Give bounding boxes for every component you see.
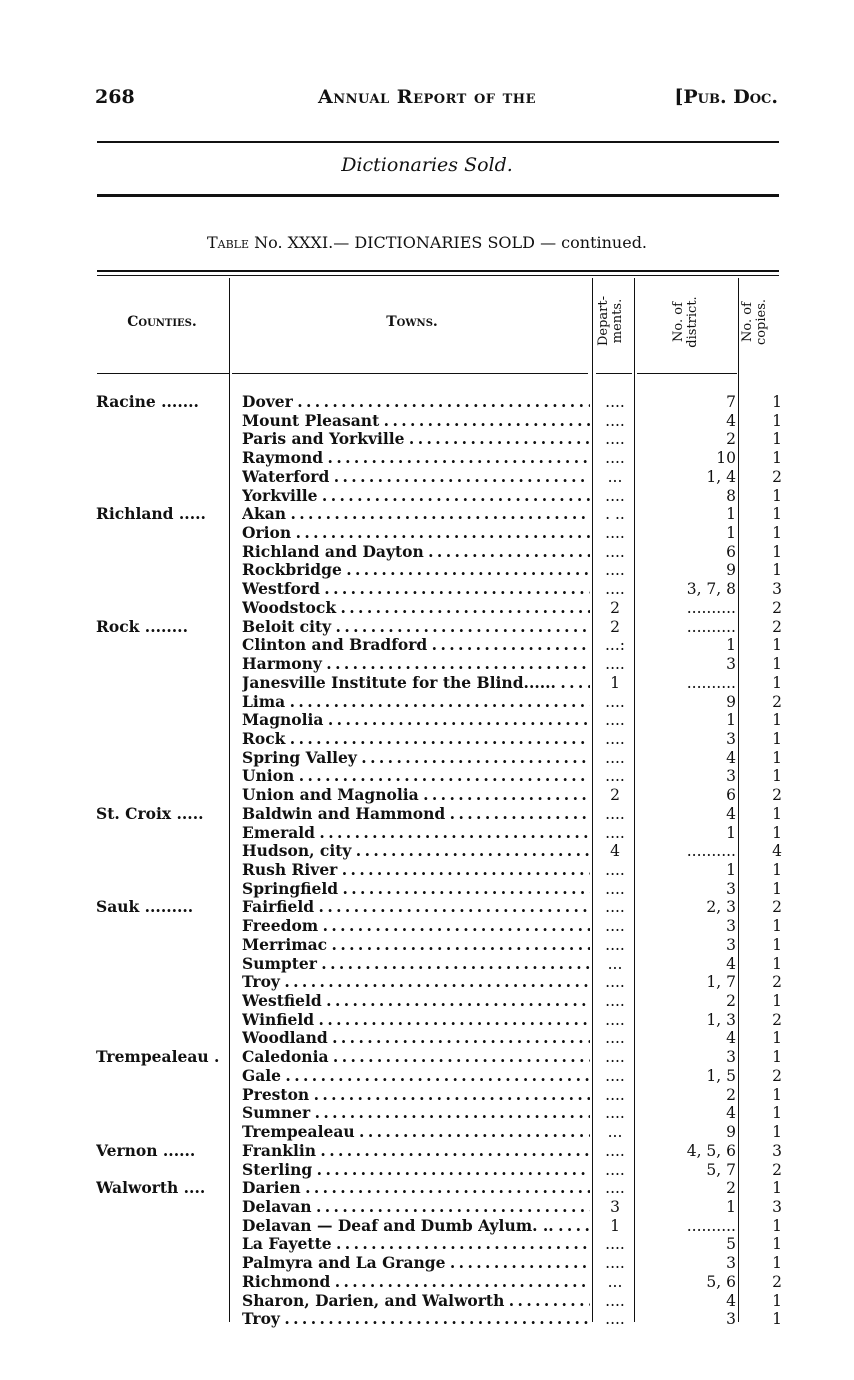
- table-title: [0, 233, 854, 252]
- departments-cell: ...: [607, 1123, 623, 1142]
- table-row: [0, 1254, 854, 1273]
- district-cell: 2: [726, 1085, 736, 1104]
- county-cell: Walworth ....: [96, 1179, 206, 1198]
- copies-cell: 1: [772, 1104, 782, 1123]
- departments-cell: ....: [605, 1179, 625, 1198]
- district-cell: 8: [726, 486, 736, 505]
- copies-cell: 2: [772, 786, 782, 805]
- copies-cell: 1: [772, 430, 782, 449]
- county-cell: Trempealeau .: [96, 1048, 220, 1067]
- county-cell: Vernon ......: [96, 1141, 196, 1160]
- table-row: [0, 805, 854, 824]
- district-cell: 1: [726, 505, 736, 524]
- copies-cell: 1: [772, 935, 782, 954]
- copies-cell: 2: [772, 692, 782, 711]
- copies-cell: 1: [772, 954, 782, 973]
- town-cell: Dover . . .: [242, 393, 590, 412]
- table-row: [0, 992, 854, 1011]
- copies-cell: 3: [772, 1141, 782, 1160]
- table-row: [0, 543, 854, 562]
- town-cell: Waterford . . .: [242, 468, 590, 487]
- table-row: [0, 1179, 854, 1198]
- column-header-towns: Towns.: [386, 314, 438, 330]
- district-cell: 3: [726, 729, 736, 748]
- town-cell: Spring Valley . . .: [242, 749, 590, 768]
- table-row: [0, 430, 854, 449]
- departments-cell: ....: [605, 917, 625, 936]
- district-cell: 5, 7: [706, 1160, 736, 1179]
- district-cell: 6: [726, 786, 736, 805]
- district-cell: 4: [726, 954, 736, 973]
- table-row: [0, 636, 854, 655]
- district-cell: 5, 6: [706, 1272, 736, 1291]
- town-cell: Richmond . . .: [242, 1273, 590, 1292]
- town-cell: Mount Pleasant . . .: [242, 412, 590, 431]
- departments-cell: ....: [605, 542, 625, 561]
- copies-cell: 2: [772, 1066, 782, 1085]
- table-row: [0, 1067, 854, 1086]
- county-cell: St. Croix .....: [96, 804, 204, 823]
- copies-cell: 1: [772, 729, 782, 748]
- district-cell: 1, 4: [706, 467, 736, 486]
- copies-cell: 1: [772, 804, 782, 823]
- table-row: [0, 749, 854, 768]
- departments-cell: ....: [605, 1048, 625, 1067]
- table-row: [0, 824, 854, 843]
- copies-cell: 1: [772, 486, 782, 505]
- district-cell: 4: [726, 1291, 736, 1310]
- copies-cell: 3: [772, 1197, 782, 1216]
- town-cell: Woodstock . . .: [242, 599, 590, 618]
- copies-cell: 1: [772, 1048, 782, 1067]
- district-cell: 6: [726, 542, 736, 561]
- table-row: [0, 711, 854, 730]
- district-cell: 1: [726, 823, 736, 842]
- table-row: [0, 1011, 854, 1030]
- table-row: [0, 524, 854, 543]
- district-cell: 4, 5, 6: [686, 1141, 736, 1160]
- copies-cell: 1: [772, 861, 782, 879]
- page-number: 268: [95, 86, 135, 108]
- departments-cell: ....: [605, 748, 625, 767]
- copies-cell: 1: [772, 655, 782, 674]
- table-row: [0, 955, 854, 974]
- departments-cell: ...: [607, 467, 623, 486]
- town-cell: Harmony . . .: [242, 655, 590, 674]
- district-cell: 3: [726, 917, 736, 936]
- departments-cell: ....: [605, 1085, 625, 1104]
- table-row: [0, 1235, 854, 1254]
- town-cell: Troy . . .: [242, 973, 590, 992]
- departments-cell: ...:: [604, 636, 625, 655]
- district-cell: 9: [726, 561, 736, 580]
- town-cell: Baldwin and Hammond . . .: [242, 805, 590, 824]
- departments-cell: ....: [605, 1066, 625, 1085]
- district-cell: 1: [726, 636, 736, 655]
- departments-cell: ....: [605, 411, 625, 430]
- town-cell: Paris and Yorkville . . .: [242, 430, 590, 449]
- copies-cell: 1: [772, 711, 782, 730]
- table-row: [0, 580, 854, 599]
- district-cell: 2: [726, 992, 736, 1011]
- district-cell: 3: [726, 655, 736, 674]
- copies-cell: 1: [772, 393, 782, 411]
- table-row: [0, 468, 854, 487]
- town-cell: Merrimac . . .: [242, 936, 590, 955]
- departments-cell: ....: [605, 861, 625, 879]
- table-row: [0, 1161, 854, 1180]
- district-cell: 2, 3: [706, 898, 736, 917]
- departments-cell: ....: [605, 1104, 625, 1123]
- table-title-text: No. XXXI.— DICTIONARIES SOLD — continued.: [254, 233, 648, 252]
- departments-cell: ....: [605, 1235, 625, 1254]
- departments-cell: . ..: [605, 505, 625, 524]
- town-cell: Franklin . . .: [242, 1142, 590, 1161]
- town-cell: Sharon, Darien, and Walworth . . .: [242, 1292, 590, 1311]
- copies-cell: 2: [772, 973, 782, 992]
- header-bottom-rule-counties: [97, 373, 229, 374]
- county-cell: Racine .......: [96, 393, 199, 411]
- table-row: [0, 973, 854, 992]
- departments-cell: ....: [605, 393, 625, 411]
- district-cell: ..........: [686, 673, 736, 692]
- copies-cell: 2: [772, 467, 782, 486]
- departments-cell: ....: [605, 524, 625, 543]
- district-cell: 1: [726, 711, 736, 730]
- copies-cell: 4: [772, 842, 782, 861]
- town-cell: Woodland . . .: [242, 1029, 590, 1048]
- town-cell: Lima . . .: [242, 693, 590, 712]
- table-row: [0, 1310, 854, 1329]
- table-top-rule: [97, 270, 779, 272]
- departments-cell: ....: [605, 973, 625, 992]
- district-cell: 10: [716, 449, 736, 468]
- town-cell: Raymond . . .: [242, 449, 590, 468]
- district-cell: 2: [726, 1179, 736, 1198]
- town-cell: Union . . .: [242, 767, 590, 786]
- departments-cell: ....: [605, 1141, 625, 1160]
- town-cell: Freedom . . .: [242, 917, 590, 936]
- copies-cell: 1: [772, 636, 782, 655]
- copies-cell: 1: [772, 561, 782, 580]
- table-row: [0, 1029, 854, 1048]
- town-cell: Union and Magnolia . . .: [242, 786, 590, 805]
- departments-cell: ....: [605, 449, 625, 468]
- copies-cell: 1: [772, 1029, 782, 1048]
- town-cell: Caledonia . . .: [242, 1048, 590, 1067]
- district-cell: 1: [726, 861, 736, 879]
- town-cell: Delavan — Deaf and Dumb Aylum. .. . . .: [242, 1217, 590, 1236]
- copies-cell: 2: [772, 598, 782, 617]
- departments-cell: 2: [610, 598, 620, 617]
- town-cell: Rush River . . .: [242, 861, 590, 880]
- table-row: [0, 1198, 854, 1217]
- district-cell: 4: [726, 411, 736, 430]
- town-cell: Sumner . . .: [242, 1104, 590, 1123]
- county-cell: Richland .....: [96, 505, 206, 524]
- copies-cell: 2: [772, 617, 782, 636]
- town-cell: Sumpter . . .: [242, 955, 590, 974]
- departments-cell: ....: [605, 1310, 625, 1329]
- departments-cell: 2: [610, 786, 620, 805]
- departments-cell: ....: [605, 711, 625, 730]
- copies-cell: 1: [772, 449, 782, 468]
- copies-cell: 1: [772, 673, 782, 692]
- district-cell: 3: [726, 1048, 736, 1067]
- table-row: [0, 1217, 854, 1236]
- copies-cell: 1: [772, 917, 782, 936]
- table-title-prefix: Table: [206, 233, 250, 252]
- copies-cell: 1: [772, 524, 782, 543]
- copies-cell: 1: [772, 879, 782, 898]
- departments-cell: 1: [610, 1216, 620, 1235]
- departments-cell: ....: [605, 561, 625, 580]
- district-cell: 1: [726, 524, 736, 543]
- district-cell: ..........: [686, 842, 736, 861]
- table-row: [0, 1086, 854, 1105]
- departments-cell: ...: [607, 1272, 623, 1291]
- table-row: [0, 599, 854, 618]
- copies-cell: 1: [772, 411, 782, 430]
- table-row: [0, 449, 854, 468]
- town-cell: Richland and Dayton . . .: [242, 543, 590, 562]
- table-row: [0, 1142, 854, 1161]
- town-cell: Gale . . .: [242, 1067, 590, 1086]
- departments-cell: ....: [605, 879, 625, 898]
- copies-cell: 1: [772, 1254, 782, 1273]
- copies-cell: 1: [772, 1085, 782, 1104]
- departments-cell: ....: [605, 898, 625, 917]
- departments-cell: ....: [605, 1254, 625, 1273]
- table-row: [0, 693, 854, 712]
- table-row: [0, 1048, 854, 1067]
- town-cell: Janesville Institute for the Blind...... . . .: [242, 674, 590, 693]
- table-row: [0, 898, 854, 917]
- copies-cell: 2: [772, 898, 782, 917]
- copies-cell: 2: [772, 1010, 782, 1029]
- table-row: [0, 393, 854, 412]
- district-cell: 3: [726, 1254, 736, 1273]
- departments-cell: ....: [605, 655, 625, 674]
- departments-cell: ....: [605, 1029, 625, 1048]
- town-cell: Troy . . .: [242, 1310, 590, 1329]
- header-bottom-rule-towns: [232, 373, 588, 374]
- departments-cell: ...: [607, 954, 623, 973]
- column-header-counties: Counties.: [127, 314, 197, 330]
- section-title: Dictionaries Sold.: [341, 154, 513, 176]
- table-row: [0, 561, 854, 580]
- copies-cell: 1: [772, 1123, 782, 1142]
- town-cell: Westfield . . .: [242, 992, 590, 1011]
- town-cell: Hudson, city . . .: [242, 842, 590, 861]
- departments-cell: ....: [605, 1010, 625, 1029]
- column-header-departments: Depart- ments.: [596, 295, 625, 347]
- district-cell: ..........: [686, 617, 736, 636]
- copies-cell: 1: [772, 1291, 782, 1310]
- town-cell: Yorkville . . .: [242, 487, 590, 506]
- table-top-rule-thin: [97, 275, 779, 276]
- header-bottom-rule-departments: [596, 373, 632, 374]
- table-row: [0, 917, 854, 936]
- departments-cell: ....: [605, 992, 625, 1011]
- town-cell: Clinton and Bradford . . .: [242, 636, 590, 655]
- column-header-copies: No. of copies.: [740, 298, 769, 346]
- district-cell: 3, 7, 8: [686, 580, 736, 599]
- district-cell: 1, 3: [706, 1010, 736, 1029]
- town-cell: Winfield . . .: [242, 1011, 590, 1030]
- departments-cell: 4: [610, 842, 620, 861]
- table-row: [0, 1273, 854, 1292]
- departments-cell: ....: [605, 767, 625, 786]
- copies-cell: 3: [772, 580, 782, 599]
- district-cell: 3: [726, 935, 736, 954]
- district-cell: ..........: [686, 1216, 736, 1235]
- departments-cell: ....: [605, 935, 625, 954]
- copies-cell: 1: [772, 1179, 782, 1198]
- district-cell: 1, 7: [706, 973, 736, 992]
- copies-cell: 1: [772, 505, 782, 524]
- table-row: [0, 618, 854, 637]
- district-cell: 9: [726, 1123, 736, 1142]
- departments-cell: ....: [605, 1291, 625, 1310]
- town-cell: Palmyra and La Grange . . .: [242, 1254, 590, 1273]
- district-cell: 2: [726, 430, 736, 449]
- district-cell: 3: [726, 1310, 736, 1329]
- copies-cell: 1: [772, 542, 782, 561]
- town-cell: Beloit city . . .: [242, 618, 590, 637]
- table-row: [0, 730, 854, 749]
- district-cell: 9: [726, 692, 736, 711]
- district-cell: 4: [726, 1029, 736, 1048]
- table-row: [0, 412, 854, 431]
- table-row: [0, 505, 854, 524]
- header-bottom-rule-district: [637, 373, 737, 374]
- town-cell: Westford . . .: [242, 580, 590, 599]
- district-cell: 4: [726, 1104, 736, 1123]
- departments-cell: ....: [605, 729, 625, 748]
- district-cell: 1: [726, 1197, 736, 1216]
- district-cell: 1, 5: [706, 1066, 736, 1085]
- departments-cell: ....: [605, 430, 625, 449]
- town-cell: Springfield . . .: [242, 880, 590, 899]
- table-row: [0, 1123, 854, 1142]
- header-rule: [97, 141, 779, 143]
- town-cell: La Fayette . . .: [242, 1235, 590, 1254]
- copies-cell: 1: [772, 1310, 782, 1329]
- table-row: [0, 1104, 854, 1123]
- district-cell: ..........: [686, 598, 736, 617]
- table-row: [0, 674, 854, 693]
- table-row: [0, 786, 854, 805]
- town-cell: Magnolia . . .: [242, 711, 590, 730]
- departments-cell: 3: [610, 1197, 620, 1216]
- table-row: [0, 936, 854, 955]
- departments-cell: ....: [605, 486, 625, 505]
- town-cell: Rock . . .: [242, 730, 590, 749]
- table-row: [0, 1292, 854, 1311]
- departments-cell: 2: [610, 617, 620, 636]
- town-cell: Trempealeau . . .: [242, 1123, 590, 1142]
- copies-cell: 1: [772, 1216, 782, 1235]
- departments-cell: ....: [605, 1160, 625, 1179]
- departments-cell: ....: [605, 804, 625, 823]
- departments-cell: ....: [605, 580, 625, 599]
- town-cell: Akan . . .: [242, 505, 590, 524]
- column-header-district: No. of district.: [671, 296, 700, 348]
- town-cell: Delavan . . .: [242, 1198, 590, 1217]
- county-cell: Sauk .........: [96, 898, 194, 917]
- table-row: [0, 487, 854, 506]
- departments-cell: ....: [605, 823, 625, 842]
- town-cell: Fairfield . . .: [242, 898, 590, 917]
- copies-cell: 1: [772, 1235, 782, 1254]
- district-cell: 4: [726, 804, 736, 823]
- town-cell: Sterling . . .: [242, 1161, 590, 1180]
- copies-cell: 2: [772, 1160, 782, 1179]
- district-cell: 3: [726, 767, 736, 786]
- copies-cell: 2: [772, 1272, 782, 1291]
- table-row: [0, 880, 854, 899]
- town-cell: Rockbridge . . .: [242, 561, 590, 580]
- district-cell: 7: [726, 393, 736, 411]
- town-cell: Emerald . . .: [242, 824, 590, 843]
- copies-cell: 1: [772, 748, 782, 767]
- town-cell: Preston . . .: [242, 1086, 590, 1105]
- copies-cell: 1: [772, 992, 782, 1011]
- table-row: [0, 861, 854, 880]
- table-row: [0, 842, 854, 861]
- district-cell: 4: [726, 748, 736, 767]
- departments-cell: ....: [605, 692, 625, 711]
- town-cell: Darien . . .: [242, 1179, 590, 1198]
- table-row: [0, 767, 854, 786]
- running-header: Annual Report of the: [318, 86, 536, 108]
- district-cell: 3: [726, 879, 736, 898]
- town-cell: Orion . . .: [242, 524, 590, 543]
- document-series: [Pub. Doc.: [674, 86, 778, 108]
- section-rule: [97, 194, 779, 197]
- district-cell: 5: [726, 1235, 736, 1254]
- departments-cell: 1: [610, 673, 620, 692]
- county-cell: Rock ........: [96, 617, 188, 636]
- copies-cell: 1: [772, 823, 782, 842]
- table-row: [0, 655, 854, 674]
- copies-cell: 1: [772, 767, 782, 786]
